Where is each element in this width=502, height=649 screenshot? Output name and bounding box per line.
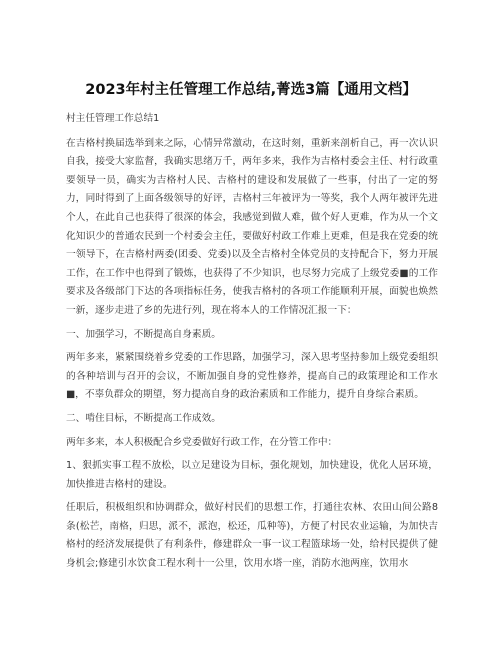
section-heading: 一、加强学习，不断提高自身素质。 — [66, 328, 221, 340]
document-body — [66, 110, 438, 574]
paragraph: 两年多来，紧紧围绕着乡党委的工作思路，加强学习，深入思考坚持参加上级党委组织的各种培训与召开的会议，不断加强自身的党性修养，提高自己的政策理论和工作水■，不辜负群众的期望，努力提高自身的政治素质和工作能力，提升自身综合素质。 — [66, 352, 438, 401]
paragraph: 任职后，积极组织和协调群众，做好村民们的思想工作，打通往农林、农田山间公路8条(松芒，南格，归思，派不，派泡，松还，瓜种等)，方便了村民农业运输，为加快吉格村的经济发展提供了有利条件，修建群众一事一议工程篮球场一处，给村民提供了健身机会;修建引水饮食工程水利十一公里，饮用水塔一座，消防水池两座，饮用水 — [66, 502, 438, 570]
document-title: 2023年村主任管理工作总结,菁选3篇【通用文档】 — [85, 82, 417, 98]
section-label: 村主任管理工作总结1 — [66, 113, 160, 124]
paragraph: 两年多来，本人积极配合乡党委做好行政工作，在分管工作中： — [66, 436, 338, 448]
paragraph: 在吉格村换届选举到来之际，心情异常激动，在这时刻，重新来剖析自己，再一次认识自我，接受大家监督，我确实思绪万千，两年多来，我作为吉格村委会主任、村行政重要领导一员，确实为吉格村人民、吉格村的建设和发展做了一些事，付出了一定的努力，同时得到了上面各级领导的好评，吉格村三年被评为一等奖，我个人两年被评先进个人，在此自己也获得了很深的体会，我感觉到做人难，做个好人更难，作为从一个文化知识少的普通农民到一个村委会主任，要做好村政工作难上更难，但是我在党委的统一领导下，在吉格村两委(团委、党委)以及全吉格村全体党员的支持配合下，努力开展工作，在工作中也得到了锻炼，也获得了不少知识，也尽努力完成了上级党委■的工作要求及各级部门下达的各项指标任务，使我吉格村的各项工作能顺利开展，面貌也焕然一新，逐步走进了乡的先进行列，现在将本人的工作情况汇报一下： — [66, 137, 438, 316]
paragraph: 1、狠抓实事工程不放松，以立足建设为目标，强化规划，加快建设，优化人居环境，加快推进吉格村的建设。 — [66, 460, 438, 490]
section-heading: 二、啃住目标，不断提高工作成效。 — [66, 412, 221, 424]
